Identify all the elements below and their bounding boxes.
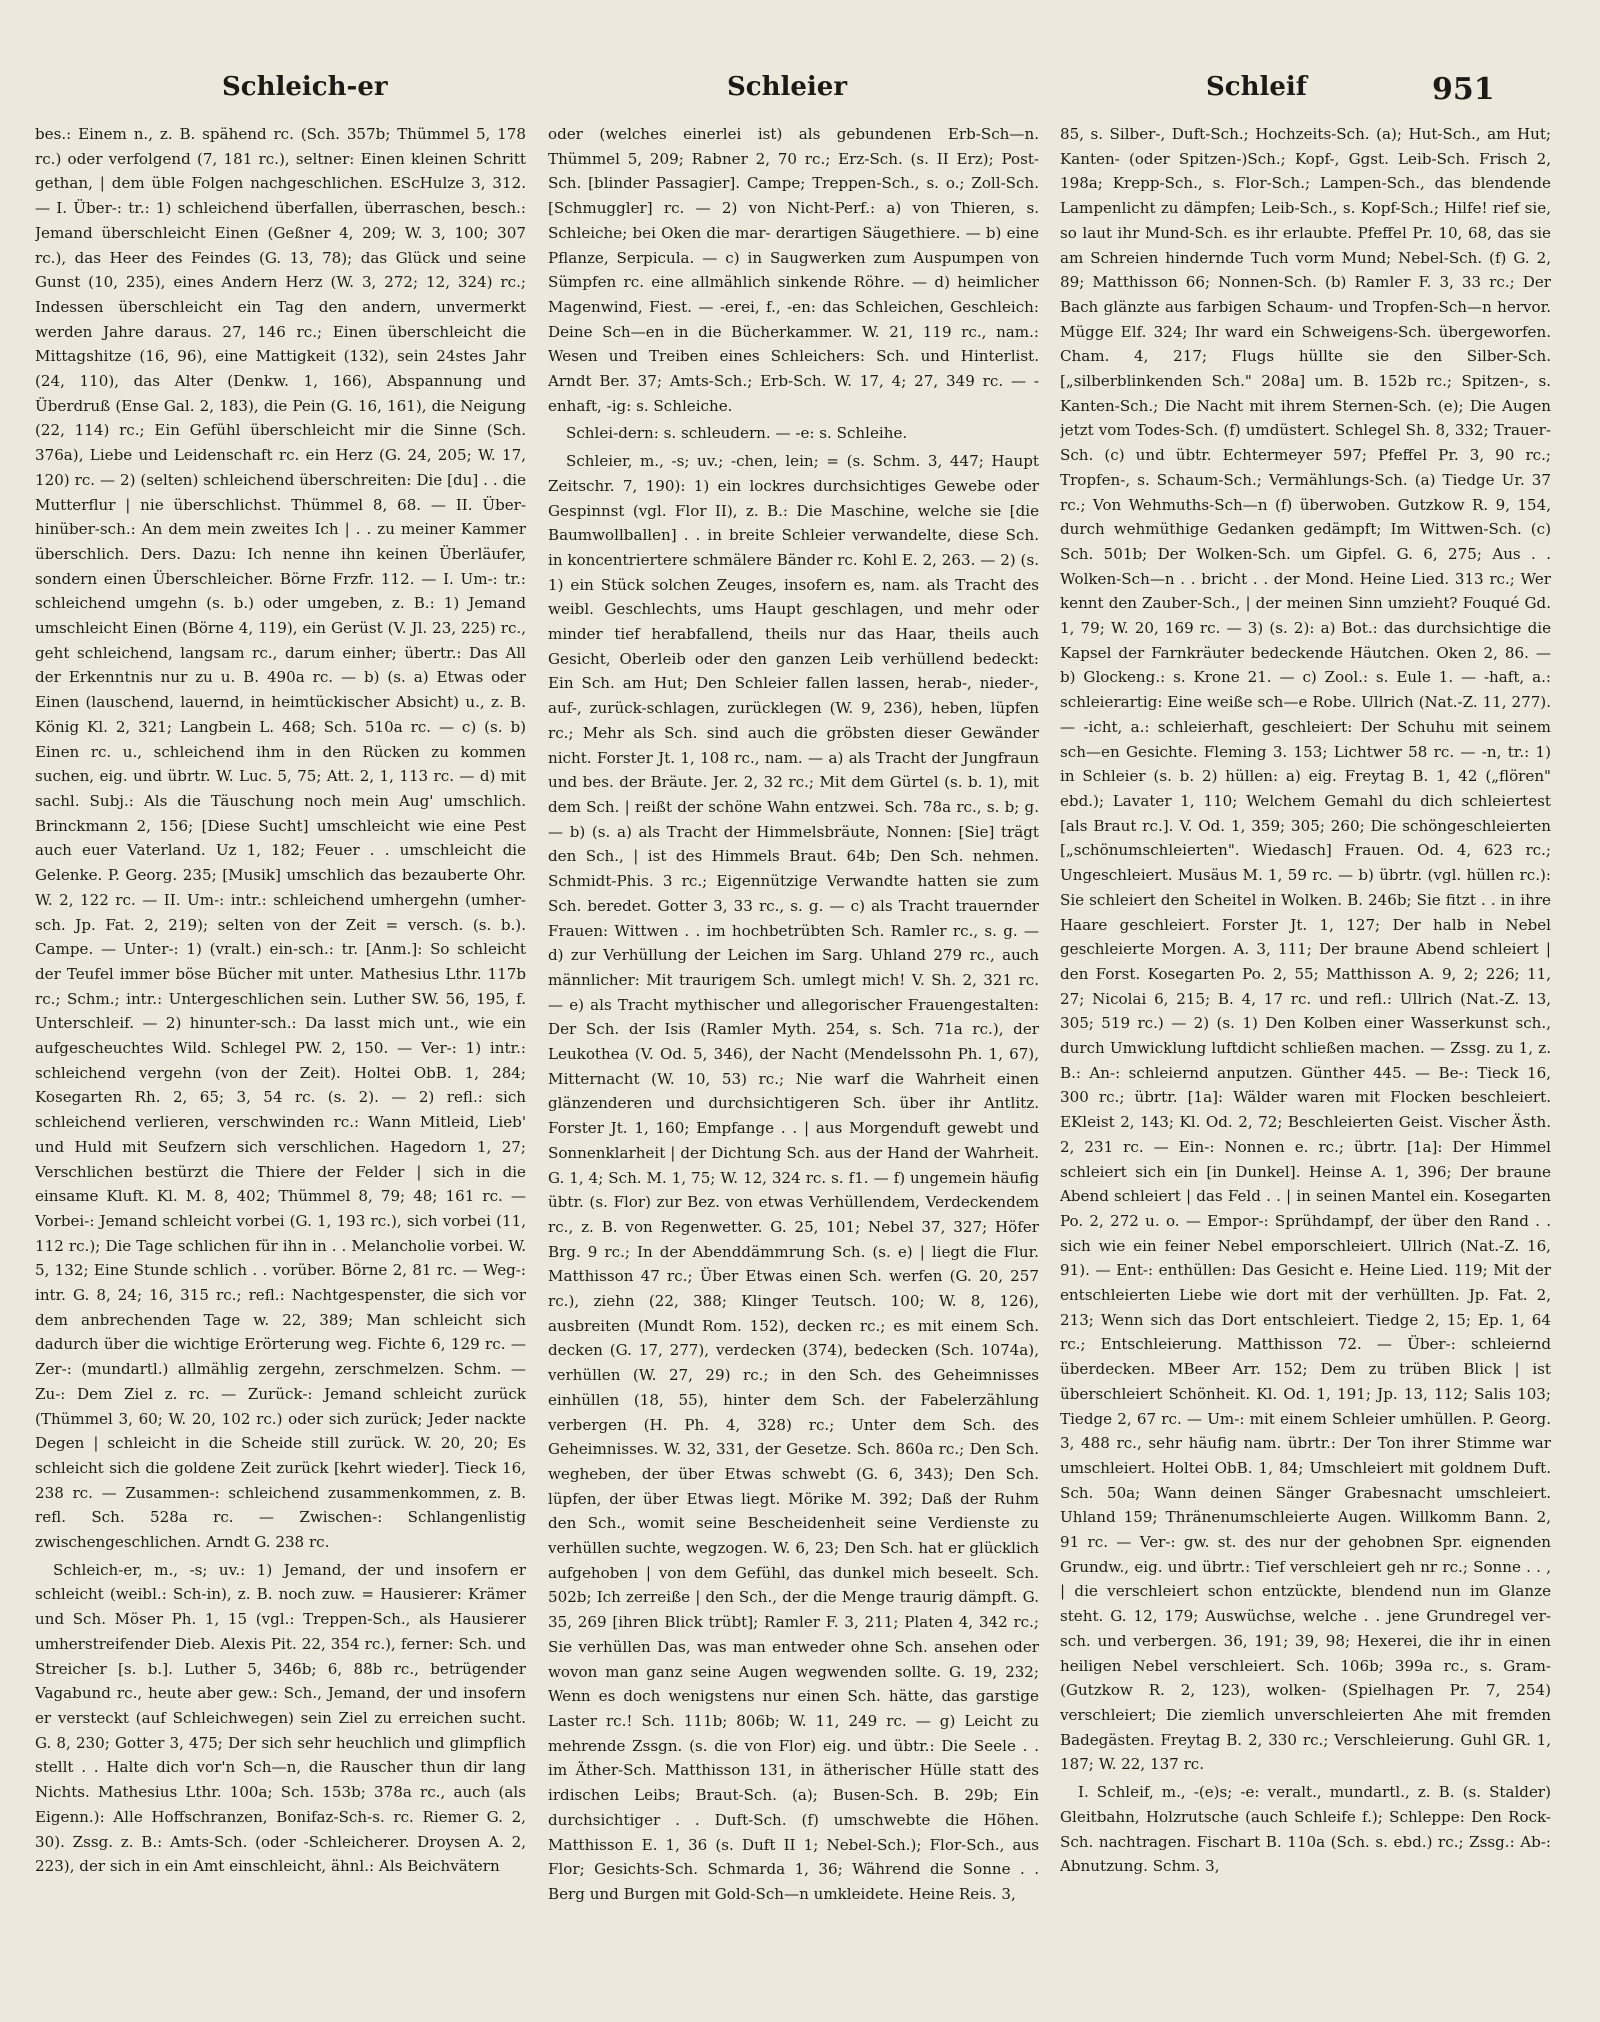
page-number: 951 [1432, 72, 1495, 107]
column-paragraph: I. Schleif, m., -(e)s; -e: veralt., mundartl., z. B. (s. Stalder) Gleitbahn, Holzrutsche (auch Schleife f.); Schleppe: Den Rock-Sch. nachtragen. Fischart B. 110a (Sch. s. ebd.) rc.; Zssg.: Ab-: Abnutzung. Schm. 3, [1060, 1783, 1551, 1876]
text-column-right [1060, 122, 1551, 2002]
text-column-left [35, 122, 526, 2002]
header-center-catchword: Schleier [727, 72, 848, 102]
header-left-catchword: Schleich-er [222, 72, 388, 102]
text-column-middle [548, 122, 1039, 2002]
column-paragraph: Schleich-er, m., -s; uv.: 1) Jemand, der und insofern er schleicht (weibl.: Sch-in), z. B. noch zuw. = Hausierer: Krämer und Sch. Möser Ph. 1, 15 (vgl.: Treppen-Sch., als Hausierer umherstreifender Dieb. Alexis Pit. 22, 354 rc.), ferner: Sch. und Streicher [s. b.]. Luther 5, 346b; 6, 88b rc., betrügender Vagabund rc., heute aber gew.: Sch., Jemand, der und insofern er versteckt (auf Schleichwegen) sein Ziel zu erreichen sucht. G. 8, 230; Gotter 3, 475; Der sich sehr heuchlich und glimpflich stellt . . Halte dich vor'n Sch—n, die Rauscher thun dir lang Nichts. Mathesius Lthr. 100a; Sch. 153b; 378a rc., auch (als Eigenn.): Alle Hoffschranzen, Bonifaz-Sch-s. rc. Riemer G. 2, 30). Zssg. z. B.: Amts-Sch. (oder -Schleicherer. Droysen A. 2, 223), der sich in ein Amt einschleicht, ähnl.: Als Beichvätern [35, 1560, 526, 1876]
header-right-catchword: Schleif [1206, 72, 1307, 102]
running-header [0, 72, 1600, 112]
column-paragraph: bes.: Einem n., z. B. spähend rc. (Sch. 357b; Thümmel 5, 178 rc.) oder verfolgend (7, 181 rc.), seltner: Einen kleinen Schritt gethan, | dem üble Folgen nachgeschlichen. EScHulze 3, 312. — I. Über-: tr.: 1) schleichend überfallen, überraschen, besch.: Jemand überschleicht Einen (Geßner 4, 209; W. 3, 100; 307 rc.), das Heer des Feindes (G. 13, 78); das Glück und seine Gunst (10, 235), eines Andern Herz (W. 3, 272; 12, 324) rc.; Indessen überschleicht ein Tag den andern, unvermerkt werden Jahre daraus. 27, 146 rc.; Einen überschleicht die Mittagshitze (16, 96), eine Mattigkeit (132), sein 24stes Jahr (24, 110), das Alter (Denkw. 1, 166), Abspannung und Überdruß (Ense Gal. 2, 183), die Pein (G. 16, 161), die Neigung (22, 114) rc.; Ein Gefühl überschleicht mir die Sinne (Sch. 376a), Liebe und Leidenschaft rc. ein Herz (G. 24, 205; W. 17, 120) rc. — 2) (selten) schleichend überschreiten: Die [du] . . die Mutterflur | nie überschlichst. Thümmel 8, 68. — II. Über- hinüber-sch.: An dem mein zweites Ich | . . zu meiner Kammer überschlich. Ders. Dazu: Ich nenne ihn keinen Überläufer, sondern einen Überschleicher. Börne Frzfr. 112. — I. Um-: tr.: schleichend umgehn (s. b.) oder umgeben, z. B.: 1) Jemand umschleicht Einen (Börne 4, 119), ein Gerüst (V. Jl. 23, 225) rc., geht schleichend, langsam rc., darum einher; übertr.: Das All der Erkenntnis nur zu u. B. 490a rc. — b) (s. a) Etwas oder Einen (lauschend, lauernd, in heimtückischer Absicht) u., z. B. König Kl. 2, 321; Langbein L. 468; Sch. 510a rc. — c) (s. b) Einen rc. u., schleichend ihm in den Rücken zu kommen suchen, eig. und übrtr. W. Luc. 5, 75; Att. 2, 1, 113 rc. — d) mit sachl. Subj.: Als die Täuschung noch mein Aug' umschlich. Brinckmann 2, 156; [Diese Sucht] umschleicht wie eine Pest auch euer Vaterland. Uz 1, 182; Feuer . . umschleicht die Gelenke. P. Georg. 235; [Musik] umschlich das bezauberte Ohr. W. 2, 122 rc. — II. Um-: intr.: schleichend umhergehn (umher-sch. Jp. Fat. 2, 219); selten von der Zeit = versch. (s. b.). Campe. — Unter-: 1) (vralt.) ein-sch.: tr. [Anm.]: So schleicht der Teufel immer böse Bücher mit unter. Mathesius Lthr. 117b rc.; Schm.; intr.: Untergeschlichen sein. Luther SW. 56, 195, f. Unterschleif. — 2) hinunter-sch.: Da lasst mich unt., wie ein aufgescheuchtes Wild. Schlegel PW. 2, 150. — Ver-: 1) intr.: schleichend vergehn (von der Zeit). Holtei ObB. 1, 284; Kosegarten Rh. 2, 65; 3, 54 rc. (s. 2). — 2) refl.: sich schleichend verlieren, verschwinden rc.: Wann Mitleid, Lieb' und Huld mit Seufzern sich verschlichen. Hagedorn 1, 27; Verschlichen bestürzt die Thiere der Felder | sich in die einsame Kluft. Kl. M. 8, 402; Thümmel 8, 79; 48; 161 rc. — Vorbei-: Jemand schleicht vorbei (G. 1, 193 rc.), sich vorbei (11, 112 rc.); Die Tage schlichen für ihn in . . Melancholie vorbei. W. 5, 132; Eine Stunde schlich . . vorüber. Börne 2, 81 rc. — Weg-: intr. G. 8, 24; 16, 315 rc.; refl.: Nachtgespenster, die sich vor dem anbrechenden Tage w. 22, 389; Man schleicht sich dadurch über die wichtige Erörterung weg. Fichte 6, 129 rc. — Zer-: (mundartl.) allmählig zergehn, zerschmelzen. Schm. — Zu-: Dem Ziel z. rc. — Zurück-: Jemand schleicht zurück (Thümmel 3, 60; W. 20, 102 rc.) oder sich zurück; Jeder nackte Degen | schleicht in die Scheide still zurück. W. 20, 20; Es schleicht sich die goldene Zeit zurück [kehrt wieder]. Tieck 16, 238 rc. — Zusammen-: schleichend zusammenkommen, z. B. refl. Sch. 528a rc. — Zwischen-: Schlangenlistig zwischengeschlichen. Arndt G. 238 rc. [35, 125, 526, 1552]
column-paragraph: Schlei-dern: s. schleudern. — -e: s. Schleihe. [566, 424, 908, 443]
column-paragraph: Schleier, m., -s; uv.; -chen, lein; = (s. Schm. 3, 447; Haupt Zeitschr. 7, 190): 1) ein lockres durchsichtiges Gewebe oder Gespinnst (vgl. Flor II), z. B.: Die Maschine, welche sie [die Baumwollballen] . . in breite Schleier verwandelte, diese Sch. in koncentriertere schmälere Bänder rc. Kohl E. 2, 263. — 2) (s. 1) ein Stück solchen Zeuges, insofern es, nam. als Tracht des weibl. Geschlechts, ums Haupt geschlagen, und mehr oder minder tief herabfallend, theils nur das Haar, theils auch Gesicht, Oberleib oder den ganzen Leib verhüllend bedeckt: Ein Sch. am Hut; Den Schleier fallen lassen, herab-, nieder-, auf-, zurück-schlagen, zurücklegen (W. 9, 236), heben, lüpfen rc.; Mehr als Sch. sind auch die gröbsten dieser Gewänder nicht. Forster Jt. 1, 108 rc., nam. — a) als Tracht der Jungfraun und bes. der Bräute. Jer. 2, 32 rc.; Mit dem Gürtel (s. b. 1), mit dem Sch. | reißt der schöne Wahn entzwei. Sch. 78a rc., s. b; g. — b) (s. a) als Tracht der Himmelsbräute, Nonnen: [Sie] trägt den Sch., | ist des Himmels Braut. 64b; Den Sch. nehmen. Schmidt-Phis. 3 rc.; Eigennützige Verwandte hatten sie zum Sch. beredet. Gotter 3, 33 rc., s. g. — c) als Tracht trauernder Frauen: Wittwen . . im hochbetrübten Sch. Ramler rc., s. g. — d) zur Verhüllung der Leichen im Sarg. Uhland 279 rc., auch männlicher: Mit traurigem Sch. umlegt mich! V. Sh. 2, 321 rc. — e) als Tracht mythischer und allegorischer Frauengestalten: Der Sch. der Isis (Ramler Myth. 254, s. Sch. 71a rc.), der Leukothea (V. Od. 5, 346), der Nacht (Mendelssohn Ph. 1, 67), Mitternacht (W. 10, 53) rc.; Nie warf die Wahrheit einen glänzenderen und durchsichtigeren Sch. über ihr Antlitz. Forster Jt. 1, 160; Empfange . . | aus Morgenduft gewebt und Sonnenklarheit | der Dichtung Sch. aus der Hand der Wahrheit. G. 1, 4; Sch. M. 1, 75; W. 12, 324 rc. s. f1. — f) ungemein häufig übtr. (s. Flor) zur Bez. von etwas Verhüllendem, Verdeckendem rc., z. B. von Regenwetter. G. 25, 101; Nebel 37, 327; Höfer Brg. 9 rc.; In der Abenddämmrung Sch. (s. e) | liegt die Flur. Matthisson 47 rc.; Über Etwas einen Sch. werfen (G. 20, 257 rc.), ziehn (22, 388; Klinger Teutsch. 100; W. 8, 126), ausbreiten (Mundt Rom. 152), decken rc.; es mit einem Sch. decken (G. 17, 277), verdecken (374), bedecken (Sch. 1074a), verhüllen (W. 27, 29) rc.; in den Sch. des Geheimnisses einhüllen (18, 55), hinter dem Sch. der Fabelerzählung verbergen (H. Ph. 4, 328) rc.; Unter dem Sch. des Geheimnisses. W. 32, 331, der Gesetze. Sch. 860a rc.; Den Sch. wegheben, der über Etwas schwebt (G. 6, 343); Den Sch. lüpfen, der über Etwas liegt. Mörike M. 392; Daß der Ruhm den Sch., womit seine Bescheidenheit seine Verdienste zu verhüllen suchte, wegzogen. W. 6, 23; Den Sch. hat er glücklich aufgehoben | von dem Gefühl, das dunkel mich beseelt. Sch. 502b; Ich zerreiße | den Sch., der die Menge traurig dämpft. G. 35, 269 [ihren Blick trübt]; Ramler F. 3, 211; Platen 4, 342 rc.; Sie verhüllen Das, was man entweder ohne Sch. ansehen oder wovon man ganz seine Augen wegwenden sollte. G. 19, 232; Wenn es doch wenigstens nur einen Sch. hätte, das garstige Laster rc.! Sch. 111b; 806b; W. 11, 249 rc. — g) Leicht zu mehrende Zssgn. (s. die von Flor) eig. und übtr.: Die Seele . . im Äther-Sch. Matthisson 131, in ätherischer Hülle statt des irdischen Leibs; Braut-Sch. (a); Busen-Sch. B. 29b; Ein durchsichtiger . . Duft-Sch. (f) umschwebte die Höhen. Matthisson E. 1, 36 (s. Duft II 1; Nebel-Sch.); Flor-Sch., aus Flor; Gesichts-Sch. Schmarda 1, 36; Während die Sonne . . Berg und Burgen mit Gold-Sch—n umkleidete. Heine Reis. 3, [548, 452, 1039, 1903]
column-paragraph: oder (welches einerlei ist) als gebundenen Erb-Sch—n. Thümmel 5, 209; Rabner 2, 70 rc.; Erz-Sch. (s. II Erz); Post-Sch. [blinder Passagier]. Campe; Treppen-Sch., s. o.; Zoll-Sch. [Schmuggler] rc. — 2) von Nicht-Perf.: a) von Thieren, s. Schleiche; bei Oken die mar- derartigen Säugethiere. — b) eine Pflanze, Serpicula. — c) in Saugwerken zum Auspumpen von Sümpfen rc. eine allmählich sinkende Röhre. — d) heimlicher Magenwind, Fiest. — -erei, f., -en: das Schleichen, Geschleich: Deine Sch—en in die Bücherkammer. W. 21, 119 rc., nam.: Wesen und Treiben eines Schleichers: Sch. und Hinterlist. Arndt Ber. 37; Amts-Sch.; Erb-Sch. W. 17, 4; 27, 349 rc. — -enhaft, -ig: s. Schleiche. [548, 125, 1039, 415]
column-paragraph: 85, s. Silber-, Duft-Sch.; Hochzeits-Sch. (a); Hut-Sch., am Hut; Kanten- (oder Spitzen-)Sch.; Kopf-, Ggst. Leib-Sch. Frisch 2, 198a; Krepp-Sch., s. Flor-Sch.; Lampen-Sch., das blendende Lampenlicht zu dämpfen; Leib-Sch., s. Kopf-Sch.; Hilfe! rief sie, so laut ihr Mund-Sch. es ihr erlaubte. Pfeffel Pr. 10, 68, das sie am Schreien hindernde Tuch vorm Mund; Nebel-Sch. (f) G. 2, 89; Matthisson 66; Nonnen-Sch. (b) Ramler F. 3, 33 rc.; Der Bach glänzte aus farbigen Schaum- und Tropfen-Sch—n hervor. Mügge Elf. 324; Ihr ward ein Schweigens-Sch. übergeworfen. Cham. 4, 217; Flugs hüllte sie den Silber-Sch. [„silberblinkenden Sch." 208a] um. B. 152b rc.; Spitzen-, s. Kanten-Sch.; Die Nacht mit ihrem Sternen-Sch. (e); Die Augen jetzt vom Todes-Sch. (f) umdüstert. Schlegel Sh. 8, 332; Trauer-Sch. (c) und übtr. Echtermeyer 597; Pfeffel Pr. 3, 90 rc.; Tropfen-, s. Schaum-Sch.; Vermählungs-Sch. (a) Tiedge Ur. 37 rc.; Von Wehmuths-Sch—n (f) überwoben. Gutzkow R. 9, 154, durch wehmüthige Gedanken gedämpft; Im Wittwen-Sch. (c) Sch. 501b; Der Wolken-Sch. um Gipfel. G. 6, 275; Aus . . Wolken-Sch—n . . bricht . . der Mond. Heine Lied. 313 rc.; Wer kennt den Zauber-Sch., | der meinen Sinn umzieht? Fouqué Gd. 1, 79; W. 20, 169 rc. — 3) (s. 2): a) Bot.: das durchsichtige die Kapsel der Farnkräuter bedeckende Häutchen. Oken 2, 86. — b) Glockeng.: s. Krone 21. — c) Zool.: s. Eule 1. — -haft, a.: schleierartig: Eine weiße sch—e Robe. Ullrich (Nat.-Z. 11, 277). — -icht, a.: schleierhaft, geschleiert: Der Schuhu mit seinem sch—en Gesichte. Fleming 3. 153; Lichtwer 58 rc. — -n, tr.: 1) in Schleier (s. b. 2) hüllen: a) eig. Freytag B. 1, 42 („flören" ebd.); Lavater 1, 110; Welchem Gemahl du dich schleiertest [als Braut rc.]. V. Od. 1, 359; 305; 260; Die schöngeschleierten [„schönumschleierten". Wiedasch] Frauen. Od. 4, 623 rc.; Ungeschleiert. Musäus M. 1, 59 rc. — b) übrtr. (vgl. hüllen rc.): Sie schleiert den Scheitel in Wolken. B. 246b; Sie fitzt . . in ihre Haare geschleiert. Forster Jt. 1, 127; Der halb in Nebel geschleierte Morgen. A. 3, 111; Der braune Abend schleiert | den Forst. Kosegarten Po. 2, 55; Matthisson A. 9, 2; 226; 11, 27; Nicolai 6, 215; B. 4, 17 rc. und refl.: Ullrich (Nat.-Z. 13, 305; 519 rc.) — 2) (s. 1) Den Kolben einer Wasserkunst sch., durch Umwicklung luftdicht schließen machen. — Zssg. zu 1, z. B.: An-: schleiernd anputzen. Günther 445. — Be-: Tieck 16, 300 rc.; übrtr. [1a]: Wälder waren mit Flocken beschleiert. EKleist 2, 143; Kl. Od. 2, 72; Beschleierten Geist. Vischer Ästh. 2, 231 rc. — Ein-: Nonnen e. rc.; übrtr. [1a]: Der Himmel schleiert sich ein [in Dunkel]. Heinse A. 1, 396; Der braune Abend schleiert | das Feld . . | in seinen Mantel ein. Kosegarten Po. 2, 272 u. o. — Empor-: Sprühdampf, der über den Rand . . sich wie ein feiner Nebel emporschleiert. Ullrich (Nat.-Z. 16, 91). — Ent-: enthüllen: Das Gesicht e. Heine Lied. 119; Mit der entschleierten Liebe wie dort mit der verhüllten. Jp. Fat. 2, 213; Wenn sich das Dort entschleiert. Tiedge 2, 15; Ep. 1, 64 rc.; Entschleierung. Matthisson 72. — Über-: schleiernd überdecken. MBeer Arr. 152; Dem zu trüben Blick | ist überschleiert Schönheit. Kl. Od. 1, 191; Jp. 13, 112; Salis 103; Tiedge 2, 67 rc. — Um-: mit einem Schleier umhüllen. P. Georg. 3, 488 rc., sehr häufig nam. übrtr.: Der Ton ihrer Stimme war umschleiert. Holtei ObB. 1, 84; Umschleiert mit goldnem Duft. Sch. 50a; Wann deinen Sänger Grabesnacht umschleiert. Uhland 159; Thränenumschleierte Augen. Willkomm Bann. 2, 91 rc. — Ver-: gw. st. des nur der gehobnen Spr. eignenden Grundw., eig. und übrtr.: Tief verschleiert geh nr rc.; Sonne . . , | die verschleiert schon entzückte, blendend nun im Glanze steht. G. 12, 179; Auswüchse, welche . . jene Grundregel ver-sch. und verbergen. 36, 191; 39, 98; Hexerei, die ihr in einen heiligen Nebel verschleiert. Sch. 106b; 399a rc., s. Gram- (Gutzkow R. 2, 123), wolken- (Spielhagen Pr. 7, 254) verschleiert; Die ziemlich unverschleierten Ahe mit fremden Badegästen. Freytag B. 2, 330 rc.; Verschleierung. Guhl GR. 1, 187; W. 22, 137 rc. [1060, 125, 1551, 1774]
